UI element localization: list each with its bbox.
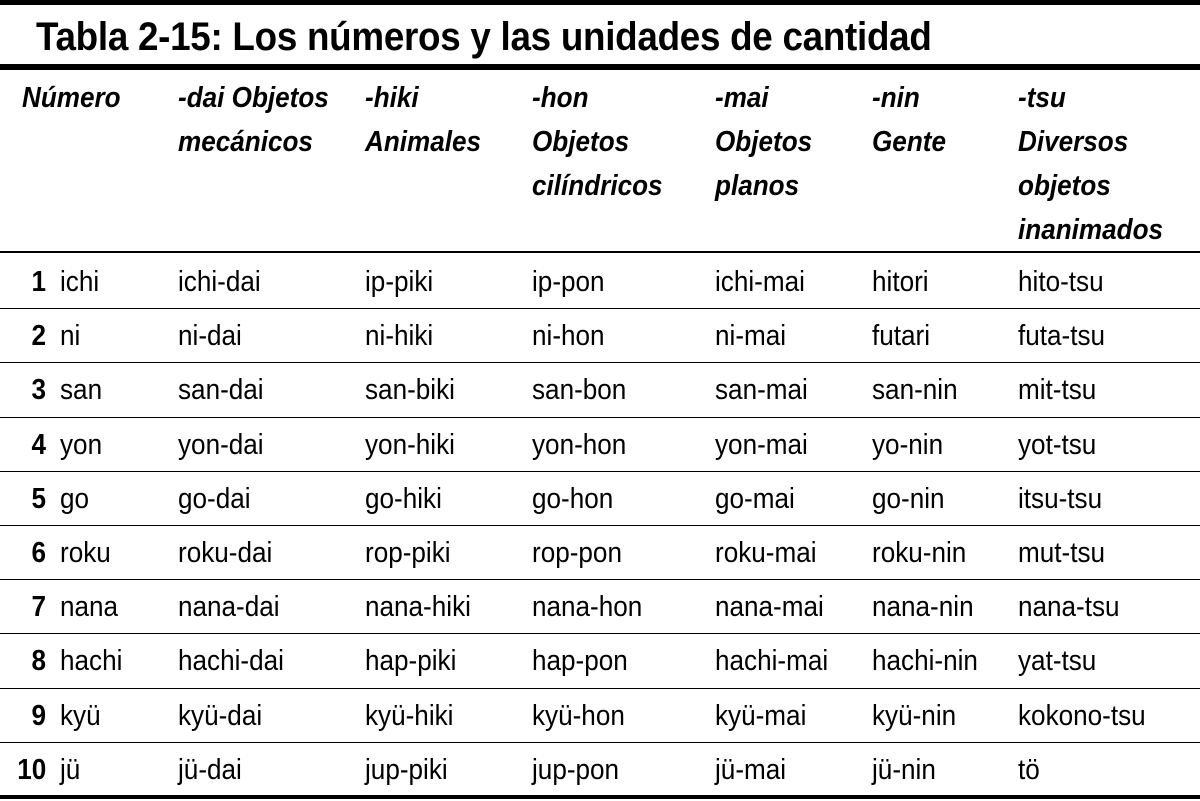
row-number-word: ichi <box>60 266 100 298</box>
table-row <box>0 580 1200 634</box>
table-row <box>0 418 1200 472</box>
cell-mai: ichi-mai <box>715 266 805 298</box>
cell-mai: ni-mai <box>715 320 787 353</box>
row-number-word: san <box>60 374 103 407</box>
cell-nin: jü-nin <box>872 753 936 786</box>
row-number-word: hachi <box>60 645 123 678</box>
row-number-word: nana <box>60 591 119 624</box>
header-top-rule <box>0 64 1200 70</box>
row-number-word: yon <box>60 428 103 461</box>
cell-mai: go-mai <box>715 482 795 515</box>
row-number-word: ni <box>60 320 81 353</box>
cell-nin: futari <box>872 320 931 353</box>
cell-hiki: san-biki <box>365 374 455 407</box>
cell-hiki: ni-hiki <box>365 320 434 353</box>
row-number: 6 <box>31 537 46 569</box>
cell-nin: go-nin <box>872 482 945 515</box>
cell-dai: san-dai <box>178 374 264 407</box>
header-hon: -hon Objetos cilíndricos <box>532 82 663 202</box>
cell-tsu: itsu-tsu <box>1018 482 1103 515</box>
cell-hon: kyü-hon <box>532 699 625 732</box>
row-number: 8 <box>31 645 46 678</box>
cell-mai: san-mai <box>715 374 808 407</box>
cell-hiki: kyü-hiki <box>365 699 454 732</box>
row-number: 9 <box>31 699 46 732</box>
cell-nin: yo-nin <box>872 428 944 461</box>
cell-hon: ni-hon <box>532 320 605 353</box>
header-numero: Número <box>22 82 121 114</box>
table-row <box>0 363 1200 417</box>
cell-hon: ip-pon <box>532 266 605 298</box>
cell-tsu: tö <box>1018 753 1040 786</box>
cell-nin: roku-nin <box>872 537 967 569</box>
row-number-word: jü <box>60 753 81 786</box>
cell-hon: yon-hon <box>532 428 627 461</box>
header-hiki: -hiki Animales <box>365 82 482 158</box>
cell-hon: hap-pon <box>532 645 628 678</box>
row-number-word: kyü <box>60 699 101 732</box>
row-number: 4 <box>31 428 46 461</box>
cell-hon: rop-pon <box>532 537 622 569</box>
table-title: Tabla 2-15: Los números y las unidades de cantidad <box>36 15 932 59</box>
cell-dai: ichi-dai <box>178 266 261 298</box>
cell-mai: yon-mai <box>715 428 808 461</box>
cell-tsu: yat-tsu <box>1018 645 1097 678</box>
cell-mai: roku-mai <box>715 537 817 569</box>
cell-mai: kyü-mai <box>715 699 807 732</box>
cell-hon: jup-pon <box>532 753 620 786</box>
cell-tsu: mit-tsu <box>1018 374 1097 407</box>
row-number: 5 <box>31 482 46 515</box>
row-number: 10 <box>17 753 47 786</box>
header-nin: -nin Gente <box>872 82 946 158</box>
cell-mai: nana-mai <box>715 591 824 624</box>
row-number: 2 <box>31 320 46 353</box>
table-row <box>0 634 1200 688</box>
cell-dai: yon-dai <box>178 428 264 461</box>
cell-hiki: jup-piki <box>365 753 448 786</box>
table-row <box>0 526 1200 580</box>
row-number-word: go <box>60 482 90 515</box>
cell-mai: hachi-mai <box>715 645 829 678</box>
cell-nin: nana-nin <box>872 591 974 624</box>
cell-dai: go-dai <box>178 482 251 515</box>
table-row <box>0 689 1200 743</box>
table-row <box>0 309 1200 363</box>
top-bar <box>0 0 1200 5</box>
row-number: 1 <box>31 266 46 298</box>
cell-tsu: kokono-tsu <box>1018 699 1146 732</box>
header-bottom-rule <box>0 251 1200 253</box>
table-bottom-rule <box>0 795 1200 799</box>
cell-nin: kyü-nin <box>872 699 957 732</box>
cell-dai: roku-dai <box>178 537 273 569</box>
cell-hiki: ip-piki <box>365 266 434 298</box>
row-number-word: roku <box>60 537 111 569</box>
cell-tsu: nana-tsu <box>1018 591 1120 624</box>
cell-dai: hachi-dai <box>178 645 284 678</box>
cell-hiki: go-hiki <box>365 482 442 515</box>
cell-tsu: yot-tsu <box>1018 428 1097 461</box>
cell-hon: go-hon <box>532 482 614 515</box>
cell-hon: nana-hon <box>532 591 643 624</box>
row-number: 7 <box>31 591 46 624</box>
cell-dai: nana-dai <box>178 591 280 624</box>
cell-tsu: hito-tsu <box>1018 266 1104 298</box>
table-row <box>0 743 1200 797</box>
cell-dai: jü-dai <box>178 753 242 786</box>
cell-hiki: yon-hiki <box>365 428 455 461</box>
cell-nin: san-nin <box>872 374 958 407</box>
header-mai: -mai Objetos planos <box>715 82 813 202</box>
row-number: 3 <box>31 374 46 407</box>
cell-dai: ni-dai <box>178 320 242 353</box>
cell-hon: san-bon <box>532 374 627 407</box>
cell-hiki: rop-piki <box>365 537 451 569</box>
cell-dai: kyü-dai <box>178 699 263 732</box>
cell-nin: hitori <box>872 266 929 298</box>
cell-nin: hachi-nin <box>872 645 978 678</box>
cell-tsu: mut-tsu <box>1018 537 1106 569</box>
header-tsu: -tsu Diversos objetos inanimados <box>1018 82 1164 246</box>
cell-mai: jü-mai <box>715 753 787 786</box>
table-row <box>0 255 1200 309</box>
table-row <box>0 472 1200 526</box>
header-dai: -dai Objetos mecánicos <box>178 82 329 158</box>
cell-hiki: hap-piki <box>365 645 457 678</box>
cell-tsu: futa-tsu <box>1018 320 1106 353</box>
cell-hiki: nana-hiki <box>365 591 471 624</box>
